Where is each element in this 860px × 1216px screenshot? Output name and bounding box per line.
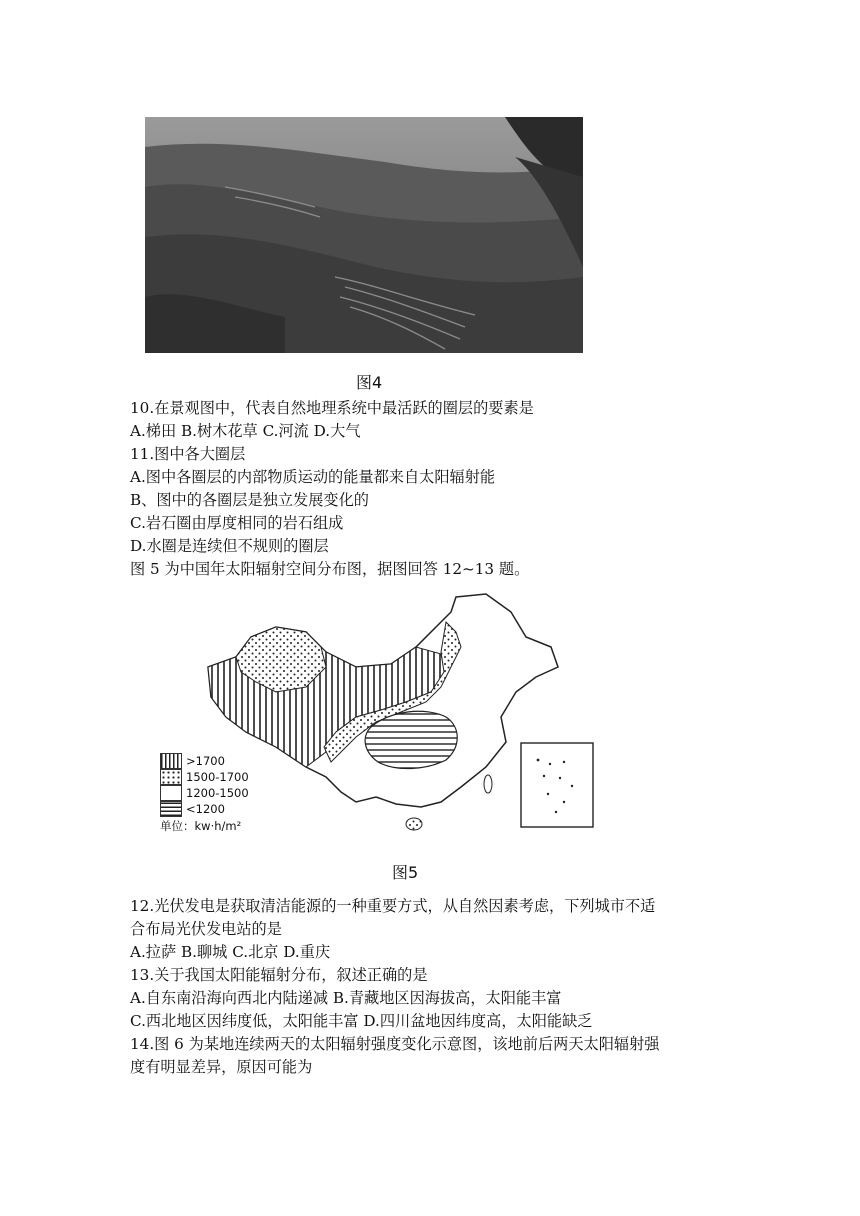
question-10-options: A.梯田 B.树木花草 C.河流 D.大气: [130, 422, 361, 440]
question-13-options-cd: C.西北地区因纬度低，太阳能丰富 D.四川盆地因纬度高，太阳能缺乏: [130, 1012, 593, 1030]
question-12-options: A.拉萨 B.聊城 C.北京 D.重庆: [130, 943, 331, 961]
question-12: 12.光伏发电是获取清洁能源的一种重要方式，从自然因素考虑，下列城市不适: [130, 897, 656, 915]
legend-row-lt1200: [160, 800, 225, 818]
question-13-options-ab: A.自东南沿海向西北内陆递减 B.青藏地区因海拔高，太阳能丰富: [130, 989, 562, 1007]
question-11-option-b: B、图中的各圈层是独立发展变化的: [130, 491, 369, 509]
figure5-intro: 图 5 为中国年太阳辐射空间分布图，据图回答 12~13 题。: [130, 560, 530, 578]
legend-unit: 单位：kw·h/m²: [160, 819, 242, 833]
legend-label: >1700: [186, 754, 225, 768]
question-11: 11.图中各大圈层: [130, 445, 246, 463]
figure4-caption: 图4: [356, 373, 383, 392]
question-12-cont: 合布局光伏发电站的是: [130, 920, 282, 938]
figure5-caption: 图5: [392, 863, 419, 882]
vertical-stripe-swatch: [160, 753, 182, 769]
question-10: 10.在景观图中，代表自然地理系统中最活跃的圈层的要素是: [130, 399, 534, 417]
terraced-landscape-photo: [145, 117, 583, 353]
question-13: 13.关于我国太阳能辐射分布，叙述正确的是: [130, 966, 428, 984]
blank-swatch: [160, 785, 182, 801]
legend-label: <1200: [186, 802, 225, 816]
legend-label: 1500-1700: [186, 770, 249, 784]
question-14-cont: 度有明显差异，原因可能为: [130, 1058, 313, 1076]
question-14: 14.图 6 为某地连续两天的太阳辐射强度变化示意图，该地前后两天太阳辐射强: [130, 1035, 660, 1053]
question-11-option-c: C.岩石圈由厚度相同的岩石组成: [130, 514, 344, 532]
south-china-sea-inset: [520, 742, 594, 828]
legend-label: 1200-1500: [186, 786, 249, 800]
question-11-option-a: A.图中各圈层的内部物质运动的能量都来自太阳辐射能: [130, 468, 496, 486]
question-11-option-d: D.水圈是连续但不规则的圈层: [130, 537, 329, 555]
horizontal-stripe-swatch: [160, 801, 182, 817]
dot-swatch: [160, 769, 182, 785]
